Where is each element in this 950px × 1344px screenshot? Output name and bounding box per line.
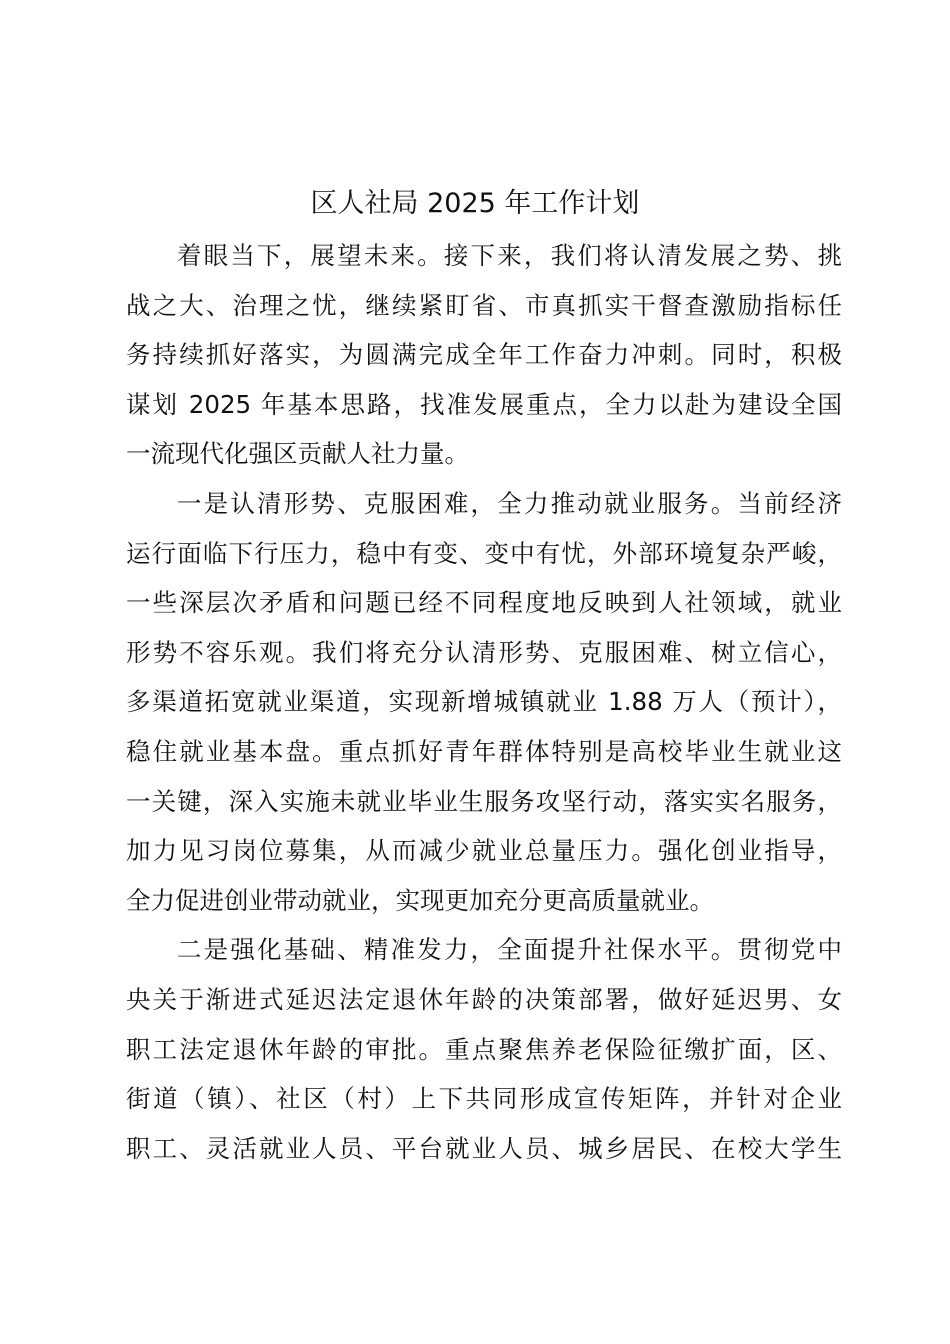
paragraph-1-line-4: 谋划 2025 年基本思路，找准发展重点，全力以赴为建设全国: [126, 389, 842, 419]
paragraph-2-line-7: 一关键，深入实施未就业毕业生服务攻坚行动，落实实名服务，: [126, 786, 842, 816]
paragraph-2-line-1: 一是认清形势、克服困难，全力推动就业服务。当前经济: [177, 488, 842, 518]
paragraph-2-line-8: 加力见习岗位募集，从而减少就业总量压力。强化创业指导，: [126, 836, 842, 866]
paragraph-3-line-4: 街道（镇）、社区（村）上下共同形成宣传矩阵，并针对企业: [126, 1084, 842, 1114]
document-title: 区人社局 2025 年工作计划: [310, 188, 640, 219]
paragraph-3-line-5: 职工、灵活就业人员、平台就业人员、城乡居民、在校大学生: [126, 1133, 842, 1163]
paragraph-2-line-6: 稳住就业基本盘。重点抓好青年群体特别是高校毕业生就业这: [126, 736, 842, 766]
paragraph-2-line-2: 运行面临下行压力，稳中有变、变中有忧，外部环境复杂严峻，: [126, 538, 842, 568]
paragraph-1-line-5: 一流现代化强区贡献人社力量。: [126, 439, 469, 469]
document-body: [126, 236, 842, 1178]
paragraph-1-line-1: 着眼当下，展望未来。接下来，我们将认清发展之势、挑: [177, 241, 842, 270]
paragraph-2-line-4: 形势不容乐观。我们将充分认清形势、克服困难、树立信心，: [126, 637, 842, 667]
paragraph-1-line-2: 战之大、治理之忧，继续紧盯省、市真抓实干督查激励指标任: [126, 290, 842, 320]
paragraph-3-line-3: 职工法定退休年龄的审批。重点聚焦养老保险征缴扩面，区、: [126, 1034, 842, 1064]
paragraph-2-line-5: 多渠道拓宽就业渠道，实现新增城镇就业 1.88 万人（预计），: [126, 687, 842, 717]
paragraph-1-line-3: 务持续抓好落实，为圆满完成全年工作奋力冲刺。同时，积极: [126, 340, 842, 370]
paragraph-2-line-3: 一些深层次矛盾和问题已经不同程度地反映到人社领域，就业: [126, 588, 842, 618]
paragraph-2-line-9: 全力促进创业带动就业，实现更加充分更高质量就业。: [126, 885, 714, 915]
paragraph-3-line-1: 二是强化基础、精准发力，全面提升社保水平。贯彻党中: [177, 935, 842, 965]
paragraph-3-line-2: 央关于渐进式延迟法定退休年龄的决策部署，做好延迟男、女: [126, 984, 842, 1014]
